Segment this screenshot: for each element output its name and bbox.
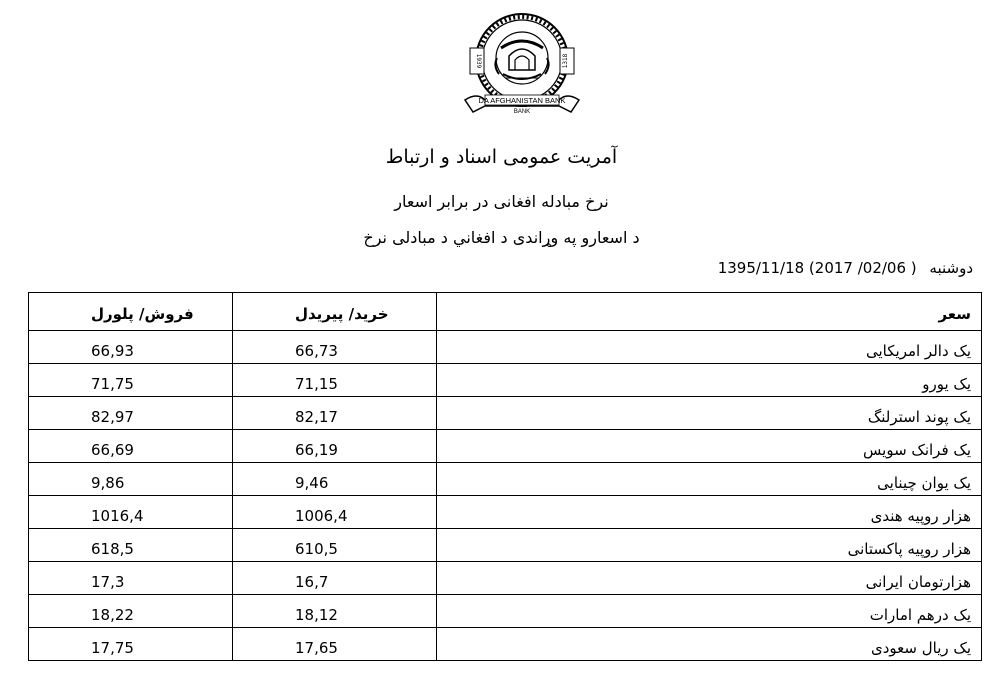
sell-cell: 82,97 (29, 397, 233, 430)
buy-cell: 66,19 (233, 430, 437, 463)
table-row (29, 595, 982, 628)
buy-cell: 1006,4 (233, 496, 437, 529)
table-row (29, 628, 982, 661)
table-header-row (29, 293, 982, 331)
currency-cell: یک فرانک سویس (437, 430, 982, 463)
logo-bank-name: DA AFGHANISTAN BANK (478, 96, 566, 105)
header-currency: سعر (437, 293, 982, 331)
exchange-rate-table (28, 292, 982, 661)
buy-cell: 82,17 (233, 397, 437, 430)
table-row (29, 496, 982, 529)
currency-cell: یک ریال سعودی (437, 628, 982, 661)
currency-cell: یک یوان چینایی (437, 463, 982, 496)
table-row (29, 529, 982, 562)
table-row (29, 331, 982, 364)
buy-cell: 16,7 (233, 562, 437, 595)
table-row (29, 463, 982, 496)
buy-cell: 610,5 (233, 529, 437, 562)
currency-cell: یک پوند استرلنگ (437, 397, 982, 430)
currency-cell: هزار روپیه پاکستانی (437, 529, 982, 562)
currency-cell: یک دالر امریکایی (437, 331, 982, 364)
header-sell: فروش/ پلورل (29, 293, 233, 331)
logo-bank-word: BANK (513, 109, 531, 115)
subtitle-dari: نرخ مبادله افغانی در برابر اسعار (394, 192, 609, 211)
table-row (29, 562, 982, 595)
sell-cell: 9,86 (29, 463, 233, 496)
sell-cell: 17,3 (29, 562, 233, 595)
table-row (29, 430, 982, 463)
buy-cell: 9,46 (233, 463, 437, 496)
table-row (29, 397, 982, 430)
sell-cell: 17,75 (29, 628, 233, 661)
currency-cell: یک یورو (437, 364, 982, 397)
date-day: دوشنبه (929, 259, 973, 277)
sell-cell: 18,22 (29, 595, 233, 628)
buy-cell: 71,15 (233, 364, 437, 397)
header-buy: خرید/ پیریدل (233, 293, 437, 331)
currency-cell: یک درهم امارات (437, 595, 982, 628)
buy-cell: 66,73 (233, 331, 437, 364)
buy-cell: 17,65 (233, 628, 437, 661)
bank-logo (457, 8, 587, 120)
bank-seal-icon (457, 8, 587, 120)
table-row (29, 364, 982, 397)
sell-cell: 66,69 (29, 430, 233, 463)
buy-cell: 18,12 (233, 595, 437, 628)
sell-cell: 618,5 (29, 529, 233, 562)
currency-cell: هزار روپیه هندی (437, 496, 982, 529)
subtitle-pashto: د اسعارو په وړاندی د افغاني د مبادلی نرخ (363, 228, 640, 247)
date-line (718, 259, 973, 277)
logo-year-left: 1939 (475, 53, 482, 69)
currency-cell: هزارتومان ایرانی (437, 562, 982, 595)
sell-cell: 66,93 (29, 331, 233, 364)
page-title: آمریت عمومی اسناد و ارتباط (385, 146, 618, 168)
logo-year-right: 1318 (562, 53, 569, 69)
sell-cell: 71,75 (29, 364, 233, 397)
date-value: 1395/11/18 (2017 /02/06 ) (717, 259, 917, 277)
sell-cell: 1016,4 (29, 496, 233, 529)
